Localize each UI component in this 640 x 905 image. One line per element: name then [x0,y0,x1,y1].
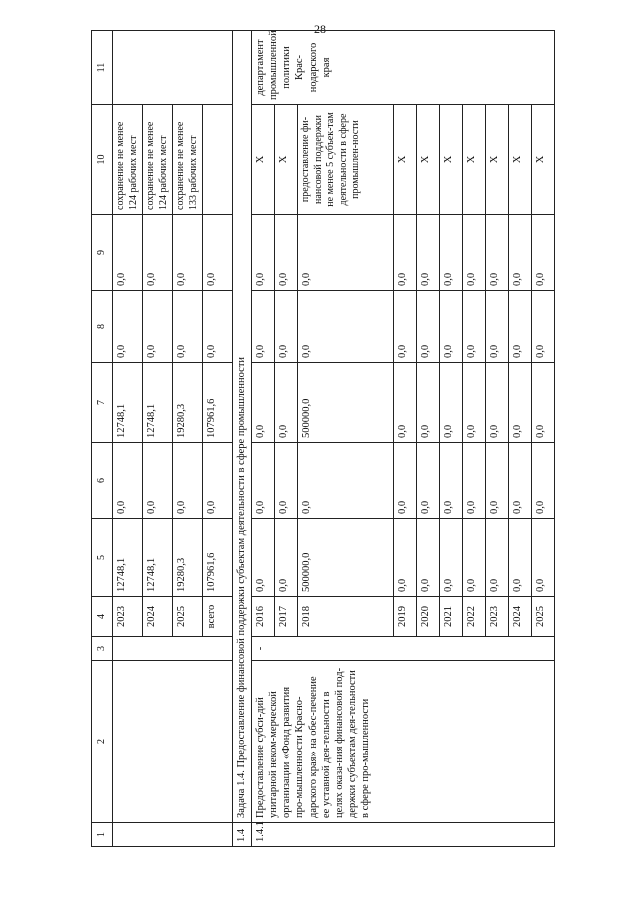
column-number: 8 [92,291,113,363]
year-cell: 2022 [463,597,486,637]
value-cell: X [417,105,440,215]
empty-cell [113,823,233,847]
value-cell: 12748,1 [143,519,173,597]
year-cell: 2021 [440,597,463,637]
value-cell: 0,0 [275,519,298,597]
value-cell: 0,0 [203,215,233,291]
column-number: 1 [92,823,113,847]
value-cell: 0,0 [394,215,417,291]
value-cell: 0,0 [113,215,143,291]
value-cell: 0,0 [532,443,555,519]
year-cell: 2020 [417,597,440,637]
year-cell: 2023 [113,597,143,637]
column-number: 10 [92,105,113,215]
value-cell: 0,0 [463,363,486,443]
year-cell: 2025 [173,597,203,637]
item-number: 1.4.1 [252,823,555,847]
year-cell: 2019 [394,597,417,637]
value-cell: 0,0 [394,443,417,519]
value-cell: сохранение не менее 124 рабочих мест [113,105,143,215]
value-cell: 0,0 [440,291,463,363]
value-cell: 0,0 [440,519,463,597]
value-cell: 0,0 [298,291,394,363]
column-number: 7 [92,363,113,443]
value-cell: 0,0 [203,443,233,519]
item-col3: - [252,637,555,661]
value-cell: 0,0 [440,215,463,291]
value-cell: 0,0 [463,519,486,597]
value-cell: 0,0 [509,443,532,519]
value-cell: 0,0 [394,519,417,597]
year-cell: 2023 [486,597,509,637]
header-row [92,31,113,847]
value-cell: 0,0 [417,291,440,363]
value-cell: 0,0 [486,215,509,291]
column-number: 5 [92,519,113,597]
empty-cell [113,31,233,105]
value-cell: 0,0 [463,291,486,363]
value-cell: 0,0 [509,291,532,363]
value-cell: X [463,105,486,215]
budget-table [91,30,555,847]
value-cell: 0,0 [252,363,275,443]
value-cell: 12748,1 [113,363,143,443]
empty-cell [113,637,233,661]
value-cell: X [532,105,555,215]
value-cell: 0,0 [417,519,440,597]
task-title: Задача 1.4. Предоставление финансовой поддержки субъектам деятельности в сфере промышленности [233,31,252,823]
year-cell: 2017 [275,597,298,637]
value-cell: 0,0 [143,291,173,363]
value-cell: 0,0 [532,363,555,443]
value-cell: 0,0 [173,291,203,363]
year-cell: 2016 [252,597,275,637]
value-cell: 0,0 [298,215,394,291]
value-cell: 0,0 [252,215,275,291]
column-number: 9 [92,215,113,291]
value-cell: 0,0 [275,215,298,291]
value-cell: 0,0 [532,291,555,363]
value-cell: 107961,6 [203,519,233,597]
column-number: 4 [92,597,113,637]
value-cell: X [440,105,463,215]
value-cell: 0,0 [486,443,509,519]
value-cell: 0,0 [298,443,394,519]
value-cell: 0,0 [394,363,417,443]
value-cell: 0,0 [173,215,203,291]
value-cell: 0,0 [486,519,509,597]
value-cell: 0,0 [532,519,555,597]
year-cell: всего [203,597,233,637]
value-cell: 0,0 [440,363,463,443]
value-cell: 0,0 [486,363,509,443]
year-cell: 2024 [143,597,173,637]
value-cell: 0,0 [275,363,298,443]
value-cell: 19280,3 [173,363,203,443]
year-cell: 2025 [532,597,555,637]
value-cell: X [394,105,417,215]
table-row [252,31,275,847]
value-cell: 12748,1 [113,519,143,597]
value-cell: 0,0 [417,215,440,291]
responsible-executor: департамент промышленной политики Крас-нодарского края [252,31,555,105]
value-cell: X [486,105,509,215]
value-cell: 0,0 [113,291,143,363]
value-cell: 12748,1 [143,363,173,443]
value-cell: 0,0 [143,443,173,519]
value-cell: предоставление фи-нансовой поддержки не менее 5 субъек-там деятельности в сфере промышлен-ности [298,105,394,215]
value-cell: 0,0 [113,443,143,519]
value-cell: 107961,6 [203,363,233,443]
page-number: 28 [314,22,326,36]
value-cell: 0,0 [203,291,233,363]
value-cell: 0,0 [463,215,486,291]
value-cell: 0,0 [440,443,463,519]
value-cell [203,105,233,215]
value-cell: 0,0 [463,443,486,519]
value-cell: 0,0 [532,215,555,291]
value-cell: 0,0 [252,291,275,363]
value-cell: 0,0 [509,215,532,291]
column-number: 11 [92,31,113,105]
task-row [233,31,252,847]
value-cell: 19280,3 [173,519,203,597]
year-cell: 2018 [298,597,394,637]
value-cell: 0,0 [173,443,203,519]
value-cell: 0,0 [417,363,440,443]
empty-cell [113,661,233,823]
value-cell: сохранение не менее 133 рабочих мест [173,105,203,215]
value-cell: 0,0 [509,519,532,597]
year-cell: 2024 [509,597,532,637]
value-cell: 0,0 [275,443,298,519]
value-cell: 0,0 [275,291,298,363]
value-cell: 0,0 [252,443,275,519]
value-cell: 0,0 [417,443,440,519]
column-number: 6 [92,443,113,519]
table-row [113,31,143,847]
value-cell: сохранение не менее 124 рабочих мест [143,105,173,215]
value-cell: 500000,0 [298,519,394,597]
value-cell: X [509,105,532,215]
value-cell: 0,0 [486,291,509,363]
rotated-table-area [91,31,629,847]
task-number: 1.4 [233,823,252,847]
value-cell: 500000,0 [298,363,394,443]
value-cell: 0,0 [509,363,532,443]
item-description: Предоставление субси-дий унитарной неком-мерческой организации «Фонд развития про-мышленности Красно-дарского края» на обес-печение ее уставной дея-тельности в целях оказа-ния финансовой под-держки субъектам дея-тельности в сфере про-мышленности [252,661,555,823]
value-cell: 0,0 [394,291,417,363]
value-cell: 0,0 [252,519,275,597]
column-number: 3 [92,637,113,661]
value-cell: X [275,105,298,215]
value-cell: X [252,105,275,215]
column-number: 2 [92,661,113,823]
value-cell: 0,0 [143,215,173,291]
